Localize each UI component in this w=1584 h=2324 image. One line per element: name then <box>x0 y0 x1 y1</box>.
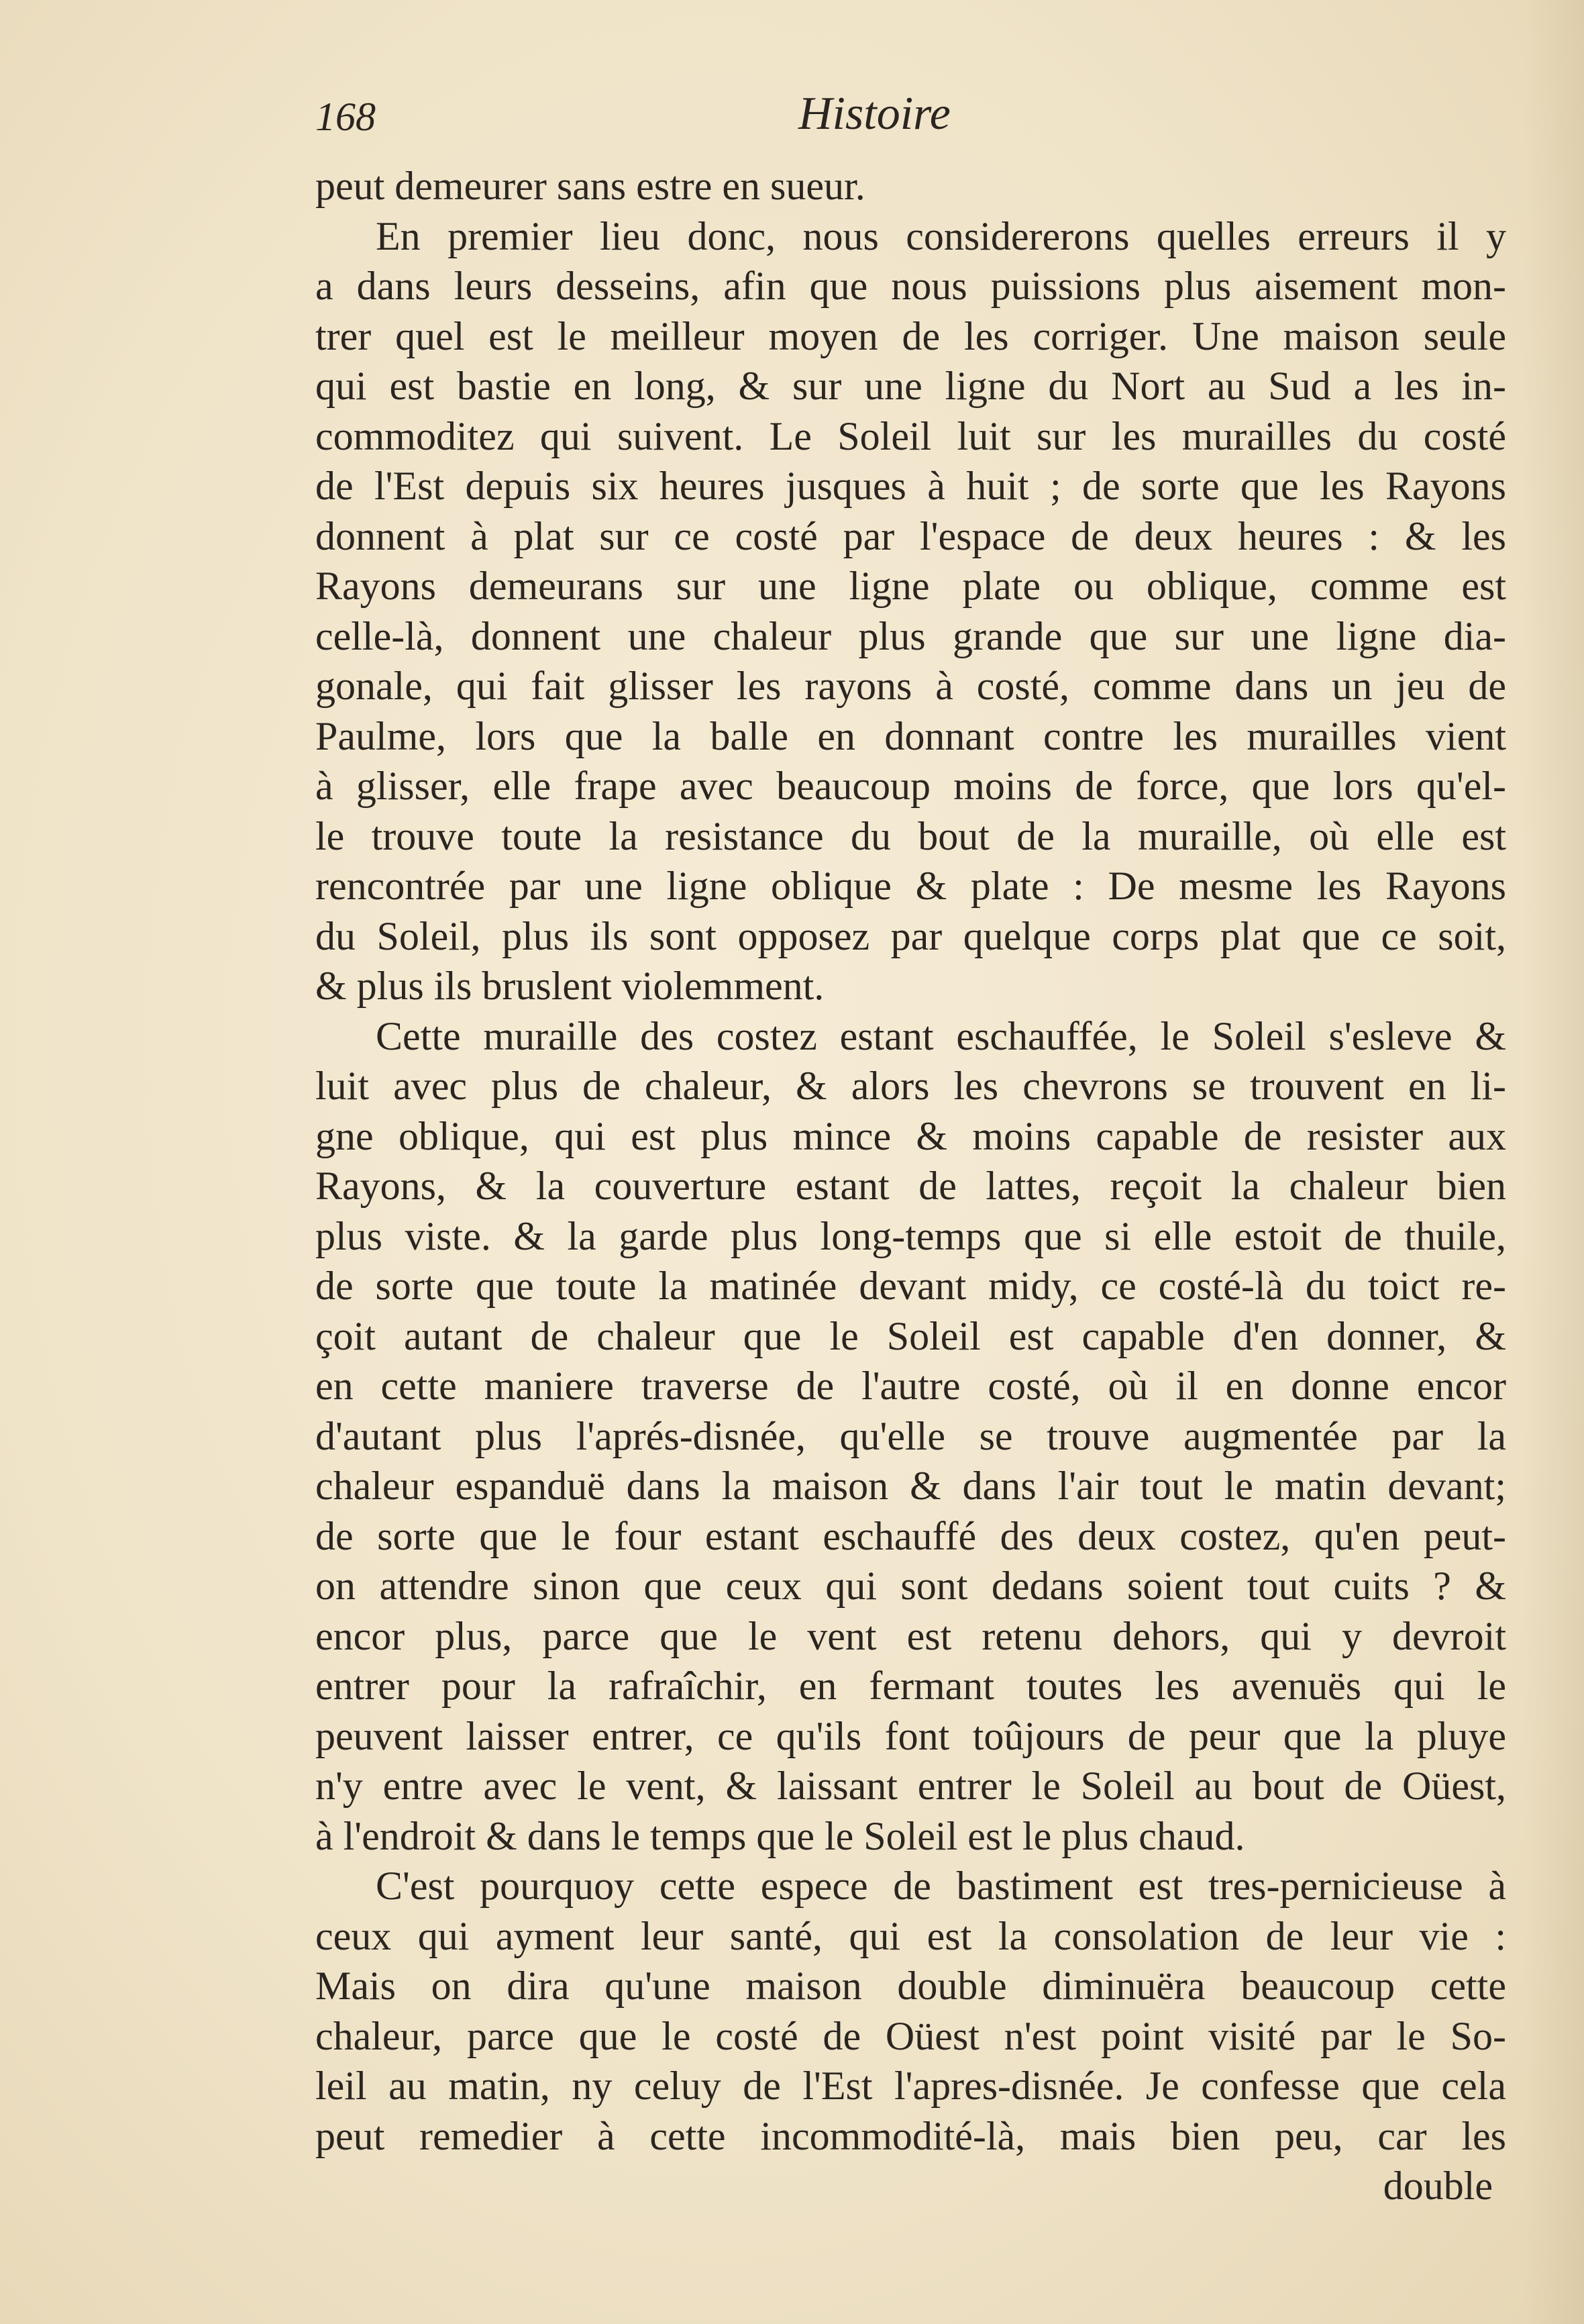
text-line: on attendre sinon que ceux qui sont dedans soient tout cuits ? & <box>315 1564 1506 1608</box>
text-line: Cette muraille des costez estant eschauffée, le Soleil s'esleve & <box>376 1013 1506 1058</box>
text-line: rencontrée par une ligne oblique & plate : De mesme les Rayons <box>315 864 1506 908</box>
text-line: En premier lieu donc, nous considererons quelles erreurs il y <box>376 213 1506 258</box>
text-line: peuvent laisser entrer, ce qu'ils font toûjours de peur que la pluye <box>315 1713 1506 1758</box>
text-line: donnent à plat sur ce costé par l'espace de deux heures : & les <box>315 513 1506 558</box>
text-line: de sorte que le four estant eschauffé des deux costez, qu'en peut- <box>315 1513 1506 1558</box>
text-line: Paulme, lors que la balle en donnant contre les murailles vient <box>315 713 1506 758</box>
text-line: chaleur, parce que le costé de Oüest n'est point visité par le So- <box>315 2013 1506 2058</box>
text-line: & plus ils bruslent violemment. <box>315 964 825 1008</box>
page-edge-shadow <box>1524 0 1584 2324</box>
catchword: double <box>1383 2164 1493 2208</box>
running-title: Histoire <box>798 88 951 140</box>
text-line: Rayons demeurans sur une ligne plate ou oblique, comme est <box>315 564 1506 608</box>
text-line: gonale, qui fait glisser les rayons à costé, comme dans un jeu de <box>315 664 1506 708</box>
text-line: à l'endroit & dans le temps que le Soleil est le plus chaud. <box>315 1813 1245 1858</box>
text-line: entrer pour la rafraîchir, en fermant toutes les avenuës qui le <box>315 1664 1506 1708</box>
text-line: peut remedier à cette incommodité-là, mais bien peu, car les <box>315 2113 1506 2158</box>
text-line: chaleur espanduë dans la maison & dans l'air tout le matin devant; <box>315 1464 1506 1508</box>
text-line: à glisser, elle frape avec beaucoup moins de force, que lors qu'el- <box>315 764 1506 808</box>
text-line: plus viste. & la garde plus long-temps que si elle estoit de thuile, <box>315 1213 1506 1258</box>
text-line: peut demeurer sans estre en sueur. <box>315 164 865 208</box>
text-line: a dans leurs desseins, afin que nous puissions plus aisement mon- <box>315 264 1506 308</box>
running-head <box>315 81 1506 161</box>
text-line: celle-là, donnent une chaleur plus grande que sur une ligne dia- <box>315 613 1506 658</box>
text-line: d'autant plus l'aprés-disnée, qu'elle se trouve augmentée par la <box>315 1413 1506 1458</box>
text-line: Mais on dira qu'une maison double diminuëra beaucoup cette <box>315 1964 1506 2008</box>
text-line: qui est bastie en long, & sur une ligne du Nort au Sud a les in- <box>315 364 1506 408</box>
text-line: çoit autant de chaleur que le Soleil est capable d'en donner, & <box>315 1313 1506 1358</box>
text-line: trer quel est le meilleur moyen de les corriger. Une maison seule <box>315 313 1506 358</box>
text-line: n'y entre avec le vent, & laissant entrer le Soleil au bout de Oüest, <box>315 1764 1506 1808</box>
text-line: luit avec plus de chaleur, & alors les chevrons se trouvent en li- <box>315 1064 1506 1108</box>
page-text <box>315 81 1506 2211</box>
text-line: C'est pourquoy cette espece de bastiment est tres-pernicieuse à <box>376 1864 1506 1908</box>
text-line: ceux qui ayment leur santé, qui est la consolation de leur vie : <box>315 1913 1506 1958</box>
text-line: de sorte que toute la matinée devant midy, ce costé-là du toict re- <box>315 1264 1506 1308</box>
text-line: le trouve toute la resistance du bout de la muraille, où elle est <box>315 813 1506 858</box>
text-line: commoditez qui suivent. Le Soleil luit sur les murailles du costé <box>315 413 1506 458</box>
text-line: du Soleil, plus ils sont opposez par quelque corps plat que ce soit, <box>315 913 1506 958</box>
text-line: encor plus, parce que le vent est retenu dehors, qui y devroit <box>315 1613 1506 1658</box>
text-line: leil au matin, ny celuy de l'Est l'apres-disnée. Je confesse que cela <box>315 2064 1506 2108</box>
text-line: de l'Est depuis six heures jusques à huit ; de sorte que les Rayons <box>315 464 1506 508</box>
text-line: Rayons, & la couverture estant de lattes, reçoit la chaleur bien <box>315 1164 1506 1208</box>
text-line: en cette maniere traverse de l'autre costé, où il en donne encor <box>315 1364 1506 1408</box>
page-number: 168 <box>315 95 376 139</box>
text-line: gne oblique, qui est plus mince & moins capable de resister aux <box>315 1113 1506 1158</box>
